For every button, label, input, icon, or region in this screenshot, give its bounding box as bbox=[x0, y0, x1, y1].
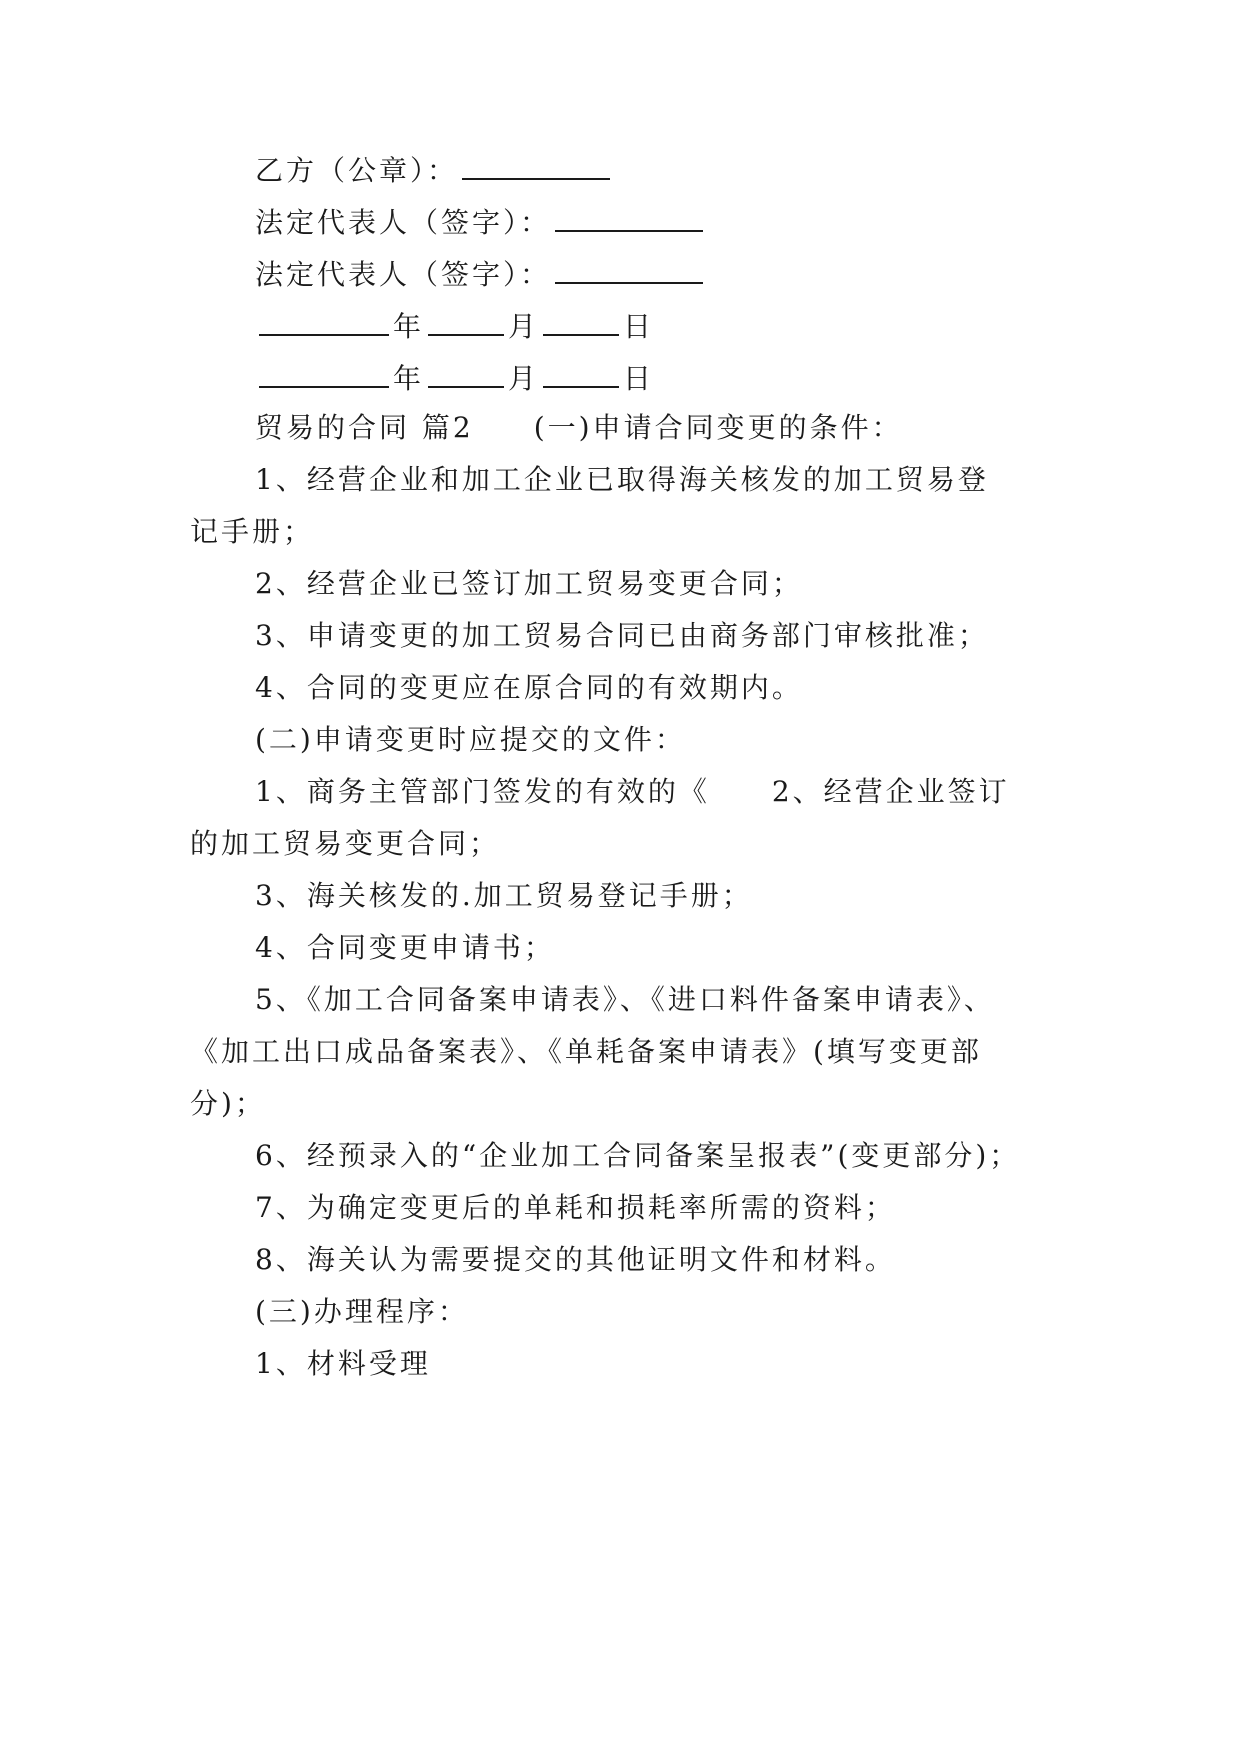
party-b-label: 乙方（公章）： bbox=[255, 154, 459, 187]
legal-rep-line-1 bbox=[255, 202, 1125, 241]
document-7: 7、为确定变更后的单耗和损耗率所需的资料； bbox=[255, 1191, 896, 1224]
condition-3: 3、申请变更的加工贸易合同已由商务部门审核批准； bbox=[255, 619, 989, 652]
day-blank-1 bbox=[543, 306, 619, 336]
date-line-2 bbox=[255, 358, 1125, 397]
legal-rep-label-1: 法定代表人（签字）： bbox=[255, 206, 552, 239]
procedure-1: 1、材料受理 bbox=[255, 1347, 431, 1380]
day-label-2: 日 bbox=[623, 362, 655, 395]
document-3: 3、海关核发的.加工贸易登记手册； bbox=[255, 879, 753, 912]
part3-title: (三)办理程序： bbox=[255, 1295, 469, 1328]
date-line-1 bbox=[255, 306, 1125, 345]
legal-rep-label-2: 法定代表人（签字）： bbox=[255, 258, 552, 291]
year-label-1: 年 bbox=[393, 310, 425, 343]
document-5c: 分)； bbox=[190, 1087, 266, 1120]
month-blank-2 bbox=[428, 358, 504, 388]
section-heading: 贸易的合同 篇2 bbox=[255, 411, 474, 444]
condition-4: 4、合同的变更应在原合同的有效期内。 bbox=[255, 671, 803, 704]
part2-title: (二)申请变更时应提交的文件： bbox=[255, 723, 686, 756]
day-label-1: 日 bbox=[623, 310, 655, 343]
party-b-seal-line bbox=[255, 150, 1125, 189]
document-1a: 1、商务主管部门签发的有效的《 2、经营企业签订 bbox=[255, 775, 1010, 808]
condition-1b: 记手册； bbox=[190, 515, 315, 548]
condition-2: 2、经营企业已签订加工贸易变更合同； bbox=[255, 567, 803, 600]
year-label-2: 年 bbox=[393, 362, 425, 395]
document-6: 6、经预录入的“企业加工合同备案呈报表”(变更部分)； bbox=[255, 1139, 1021, 1172]
condition-1a: 1、经营企业和加工企业已取得海关核发的加工贸易登 bbox=[255, 463, 989, 496]
document-4: 4、合同变更申请书； bbox=[255, 931, 555, 964]
legal-rep-line-2 bbox=[255, 254, 1125, 293]
document-1b: 的加工贸易变更合同； bbox=[190, 827, 501, 860]
document-8: 8、海关认为需要提交的其他证明文件和材料。 bbox=[255, 1243, 896, 1276]
legal-rep-blank-1 bbox=[555, 202, 703, 232]
year-blank-1 bbox=[259, 306, 389, 336]
month-label-2: 月 bbox=[508, 362, 540, 395]
month-label-1: 月 bbox=[508, 310, 540, 343]
part1-title: (一)申请合同变更的条件： bbox=[533, 411, 903, 444]
section-heading-line bbox=[255, 410, 1125, 446]
day-blank-2 bbox=[543, 358, 619, 388]
legal-rep-blank-2 bbox=[555, 254, 703, 284]
party-b-seal-blank bbox=[462, 150, 610, 180]
month-blank-1 bbox=[428, 306, 504, 336]
document-5a: 5、《加工合同备案申请表》、《进口料件备案申请表》、 bbox=[255, 983, 995, 1016]
year-blank-2 bbox=[259, 358, 389, 388]
document-5b: 《加工出口成品备案表》、《单耗备案申请表》(填写变更部 bbox=[190, 1035, 982, 1068]
